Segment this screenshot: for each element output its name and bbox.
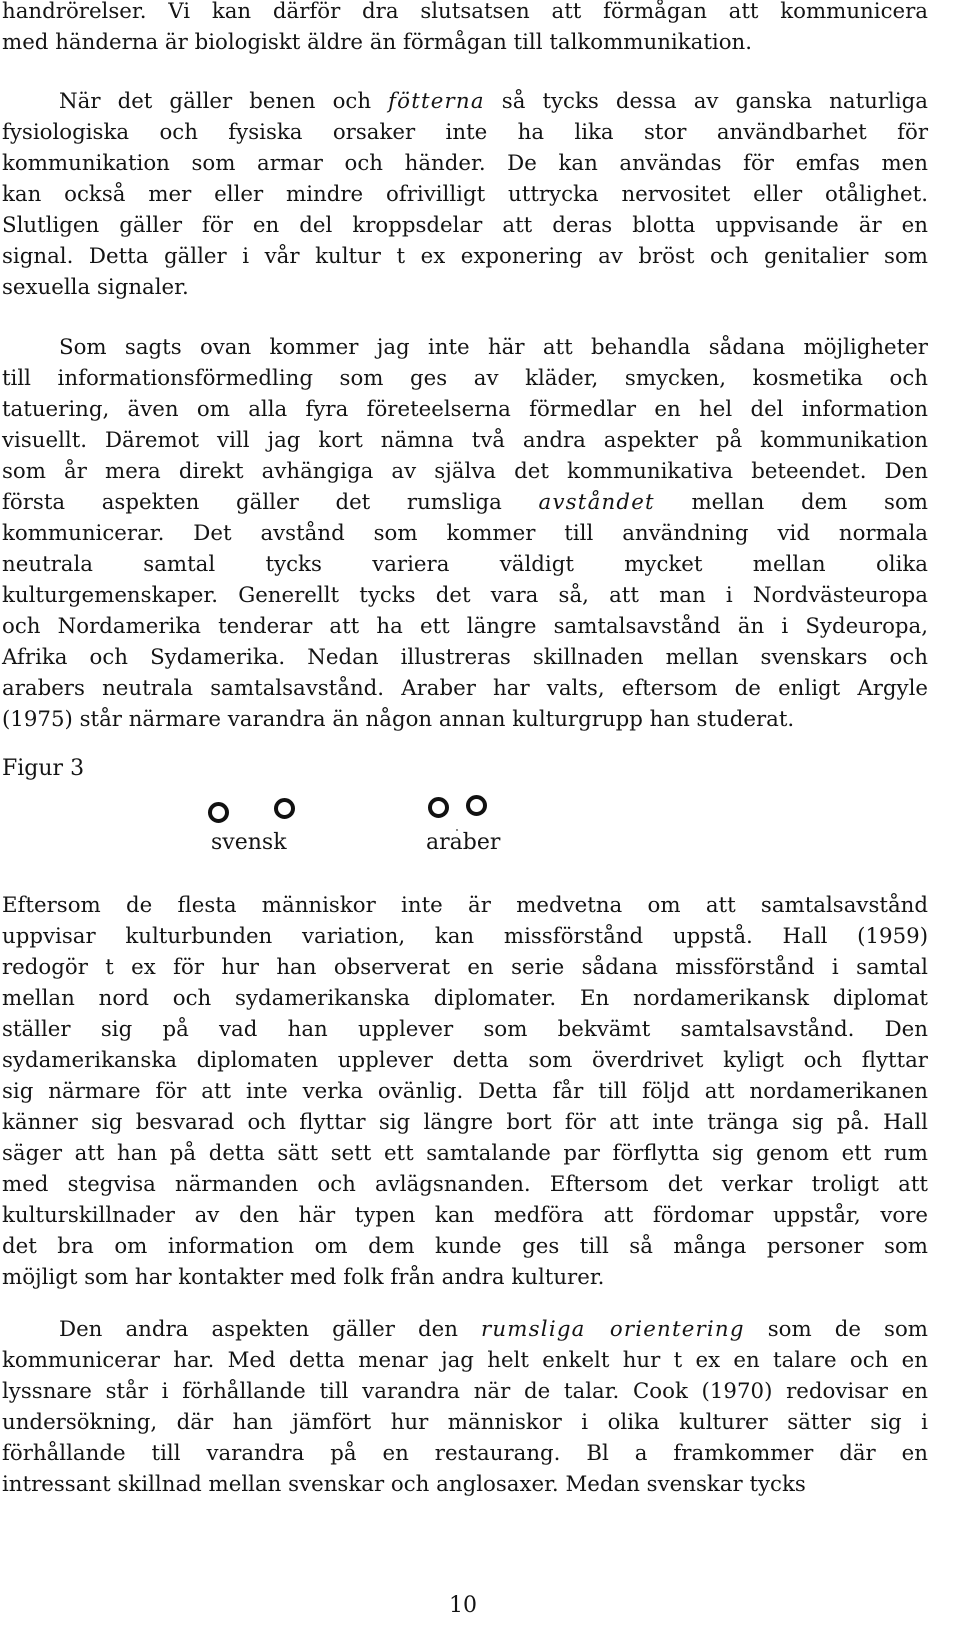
caption-araber: araber	[426, 830, 501, 855]
text-line: med händerna är biologiskt äldre än förmågan till talkommunikation.	[2, 30, 753, 55]
text-line: kulturgemenskaper. Generellt tycks det vara så, att man i Nordvästeuropa	[2, 583, 928, 608]
paragraph-2	[2, 86, 928, 303]
text-line: Eftersom de flesta människor inte är medvetna om att samtalsavstånd	[2, 893, 928, 918]
text-line: intressant skillnad mellan svenskar och anglosaxer. Medan svenskar tycks	[2, 1472, 806, 1497]
paragraph-4	[2, 890, 928, 1293]
text-line: tatuering, även om alla fyra företeelserna förmedlar en hel del information	[2, 397, 928, 422]
emphasized-term: avståndet	[538, 490, 655, 515]
text-line	[2, 86, 928, 117]
text-line: säger att han på detta sätt sett ett samtalande par förflytta sig genom ett rum	[2, 1141, 928, 1166]
text-line: kommunicerar. Det avstånd som kommer till användning vid normala	[2, 521, 928, 546]
text-segment: Den andra aspekten gäller den	[59, 1317, 481, 1342]
text-line: ställer sig på vad han upplever som bekvämt samtalsavstånd. Den	[2, 1017, 928, 1042]
caption-svensk: svensk	[211, 830, 287, 855]
text-line	[2, 1314, 928, 1345]
swede-person-1-icon	[208, 802, 229, 823]
text-segment: När det gäller benen och	[59, 89, 389, 114]
text-line: sydamerikanska diplomaten upplever detta som överdrivet kyligt och flyttar	[2, 1048, 928, 1073]
text-line: förhållande till varandra på en restaurang. Bl a framkommer där en	[2, 1441, 928, 1466]
text-line: möjligt som har kontakter med folk från andra kulturer.	[2, 1265, 605, 1290]
text-segment: som de som	[744, 1317, 928, 1342]
text-line: visuellt. Däremot vill jag kort nämna två andra aspekter på kommunikation	[2, 428, 928, 453]
text-line: sexuella signaler.	[2, 275, 189, 300]
text-line: redogör t ex för hur han observerat en serie sådana missförstånd i samtal	[2, 955, 928, 980]
text-line: Afrika och Sydamerika. Nedan illustreras skillnaden mellan svenskars och	[2, 645, 928, 670]
paragraph-3	[2, 332, 928, 735]
text-line: neutrala samtal tycks variera väldigt mycket mellan olika	[2, 552, 928, 577]
text-line: arabers neutrala samtalsavstånd. Araber har valts, eftersom de enligt Argyle	[2, 676, 928, 701]
text-line: mellan nord och sydamerikanska diplomater. En nordamerikansk diplomat	[2, 986, 928, 1011]
text-line: fysiologiska och fysiska orsaker inte ha lika stor användbarhet för	[2, 120, 928, 145]
arab-person-1-icon	[428, 797, 449, 818]
text-line: Slutligen gäller för en del kroppsdelar att deras blotta uppvisande är en	[2, 213, 928, 238]
text-segment: så tycks dessa av ganska naturliga	[484, 89, 928, 114]
paragraph-5	[2, 1314, 928, 1500]
text-line: undersökning, där han jämfört hur människor i olika kulturer sätter sig i	[2, 1410, 928, 1435]
text-line: handrörelser. Vi kan därför dra slutsatsen att förmågan att kommunicera	[2, 0, 928, 24]
text-line: kulturskillnader av den här typen kan medföra att fördomar uppstår, vore	[2, 1203, 928, 1228]
text-line: sig närmare för att inte verka ovänlig. Detta får till följd att nordamerikanen	[2, 1079, 928, 1104]
text-line	[2, 487, 928, 518]
text-line: kommunikation som armar och händer. De kan användas för emfas men	[2, 151, 928, 176]
text-line: som år mera direkt avhängiga av själva det kommunikativa beteendet. Den	[2, 459, 928, 484]
paragraph-1	[2, 0, 928, 58]
text-line: till informationsförmedling som ges av kläder, smycken, kosmetika och	[2, 366, 928, 391]
emphasized-term: fötterna	[388, 89, 485, 114]
text-segment: första aspekten gäller det rumsliga	[2, 490, 539, 515]
emphasized-term: rumsliga orientering	[480, 1317, 745, 1342]
arab-person-2-icon	[466, 795, 487, 816]
text-line: med stegvisa närmanden och avlägsnanden. Eftersom det verkar troligt att	[2, 1172, 928, 1197]
text-line: (1975) står närmare varandra än någon annan kulturgrupp han studerat.	[2, 707, 795, 732]
text-segment: mellan dem som	[654, 490, 928, 515]
swede-person-2-icon	[274, 798, 295, 819]
text-line: lyssnare står i förhållande till varandra när de talar. Cook (1970) redovisar en	[2, 1379, 928, 1404]
text-line: kommunicerar har. Med detta menar jag helt enkelt hur t ex en talare och en	[2, 1348, 928, 1373]
text-line: kan också mer eller mindre ofrivilligt uttrycka nervositet eller otålighet.	[2, 182, 928, 207]
text-line: känner sig besvarad och flyttar sig längre bort för att inte tränga sig på. Hall	[2, 1110, 928, 1135]
text-line: uppvisar kulturbunden variation, kan missförstånd uppstå. Hall (1959)	[2, 924, 928, 949]
text-line: Som sagts ovan kommer jag inte här att behandla sådana möjligheter	[59, 335, 928, 360]
page-number: 10	[449, 1593, 477, 1618]
text-line: och Nordamerika tenderar att ha ett längre samtalsavstånd än i Sydeuropa,	[2, 614, 928, 639]
figure-label: Figur 3	[2, 756, 85, 781]
text-line: signal. Detta gäller i vår kultur t ex exponering av bröst och genitalier som	[2, 244, 928, 269]
text-line: det bra om information om dem kunde ges till så många personer som	[2, 1234, 928, 1259]
